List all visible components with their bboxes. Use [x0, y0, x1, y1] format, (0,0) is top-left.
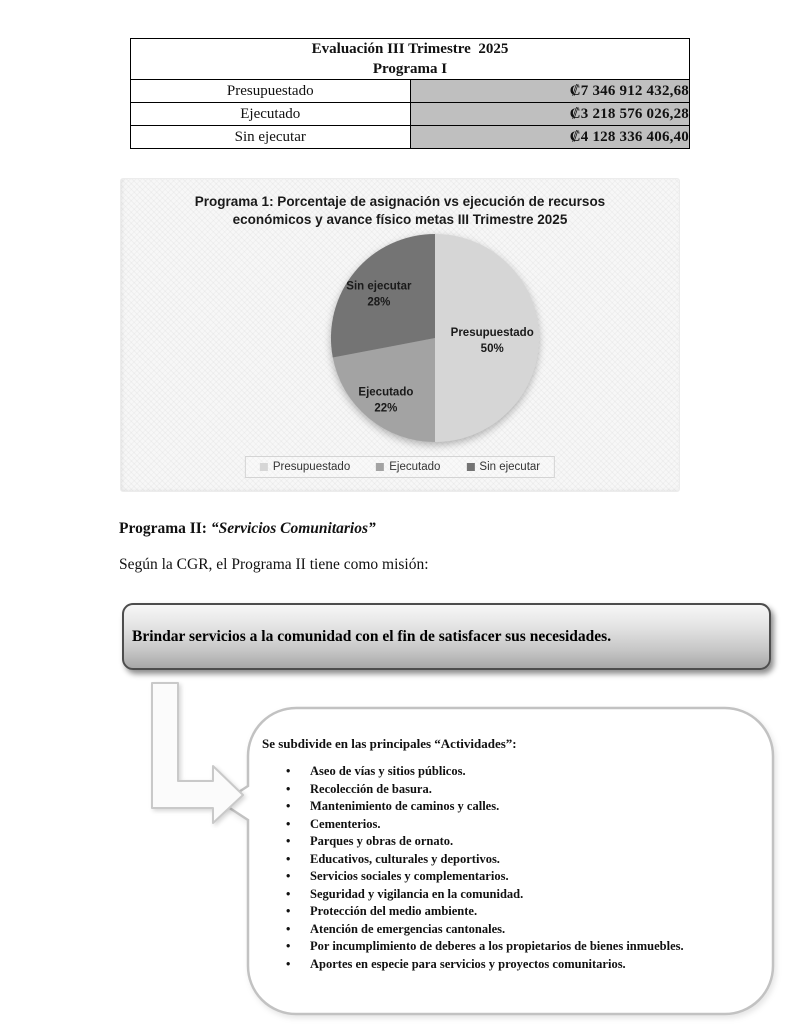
activity-item: • Recolección de basura.: [248, 781, 762, 799]
mission-text: Brindar servicios a la comunidad con el fin de satisfacer sus necesidades.: [132, 627, 612, 645]
activities-header: Se subdivide en las principales “Actividades”:: [262, 736, 517, 751]
table-title-line1: Evaluación III Trimestre 2025: [311, 41, 509, 57]
row-value: ₡3 218 576 026,28: [410, 103, 690, 126]
evaluation-table-body: [131, 80, 690, 149]
activity-item: • Protección del medio ambiente.: [248, 903, 762, 921]
legend-label: Sin ejecutar: [479, 461, 541, 473]
chart-title: Programa 1: Porcentaje de asignación vs ejecución de recursos económicos y avance físico metas III Trimestre 2025: [194, 194, 606, 227]
row-label: Sin ejecutar: [131, 126, 411, 149]
table-row: [131, 126, 690, 149]
activities-callout: [248, 736, 762, 973]
legend-label: Ejecutado: [389, 461, 441, 473]
row-value: ₡7 346 912 432,68: [410, 80, 690, 103]
program2-heading-quote: “Servicios Comunitarios”: [210, 520, 376, 537]
activity-item: • Mantenimiento de caminos y calles.: [248, 798, 762, 816]
elbow-arrow-outline: [152, 683, 243, 823]
legend-item: [466, 461, 540, 473]
row-label: Presupuestado: [131, 80, 411, 103]
activity-item: • Atención de emergencias cantonales.: [248, 921, 762, 939]
evaluation-table: [130, 38, 690, 149]
activity-item: • Servicios sociales y complementarios.: [248, 868, 762, 886]
activity-item: • Cementerios.: [248, 816, 762, 834]
legend-item: [376, 461, 440, 473]
activity-item: • Seguridad y vigilancia en la comunidad.: [248, 886, 762, 904]
pie-slice-label: Presupuestado 50%: [450, 327, 534, 355]
legend-label: Presupuestado: [272, 461, 351, 473]
pie-chart: [121, 179, 679, 491]
table-title-line2: Programa I: [372, 61, 448, 77]
table-title: [131, 39, 690, 80]
program2-intro: Según la CGR, el Programa II tiene como misión:: [119, 556, 429, 573]
row-label: Ejecutado: [131, 103, 411, 126]
pie-slice-label: Sin ejecutar 28%: [346, 280, 412, 309]
activity-item: • Educativos, culturales y deportivos.: [248, 851, 762, 869]
program2-heading: [119, 520, 376, 538]
activities-list: [248, 763, 762, 973]
row-value: ₡4 128 336 406,40: [410, 126, 690, 149]
elbow-arrow-icon: [140, 675, 255, 835]
pie-chart-panel: [120, 178, 680, 492]
pie-slice-label: Ejecutado 22%: [358, 386, 414, 415]
table-row: [131, 80, 690, 103]
chart-legend: [245, 456, 555, 478]
activity-item: • Aportes en especie para servicios y proyectos comunitarios.: [248, 956, 762, 974]
mission-box: [122, 603, 771, 670]
activity-item: • Por incumplimiento de deberes a los propietarios de bienes inmuebles.: [248, 938, 762, 956]
table-row: [131, 103, 690, 126]
activity-item: • Aseo de vías y sitios públicos.: [248, 763, 762, 781]
legend-swatch-icon: [260, 463, 268, 471]
legend-swatch-icon: [376, 463, 384, 471]
program2-heading-prefix: Programa II:: [119, 520, 211, 537]
activity-item: • Parques y obras de ornato.: [248, 833, 762, 851]
legend-item: [260, 461, 350, 473]
legend-swatch-icon: [466, 463, 474, 471]
